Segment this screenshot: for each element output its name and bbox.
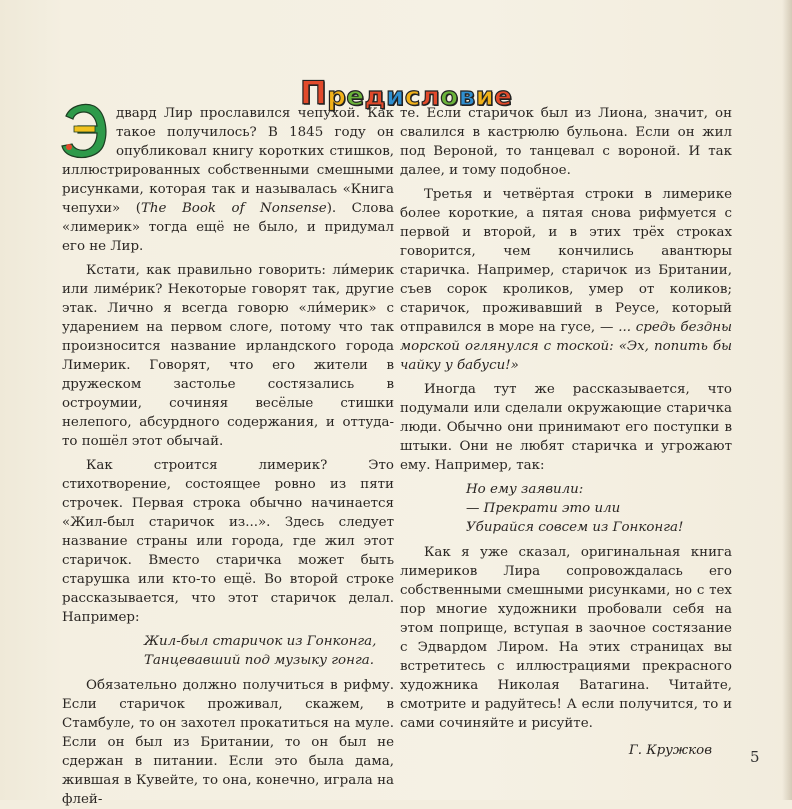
title-letter: е	[494, 82, 513, 112]
title-letter: и	[386, 82, 405, 112]
title-letter: и	[475, 82, 495, 112]
title-letter: с	[404, 82, 421, 112]
right-column	[400, 104, 732, 760]
page-edge-shadow	[782, 0, 792, 800]
lines-text: Третья и четвёртая строки в лимерике более короткие, а пятая снова рифмуется с первой и второй, и в этих трёх строках говорится, чем кончились авантюры старичка. Например, старичок из Британии, съев сорок кроликов, умер от коликов; старичок, проживавший в Реусе, который отправился в море на гусе, —	[400, 187, 732, 335]
dropcap-letter	[60, 102, 108, 160]
verse-line: Танцевавший под музыку гонга.	[144, 653, 374, 668]
author-signature: Г. Кружков	[628, 743, 712, 758]
title-letter: л	[420, 82, 441, 112]
page-number: 5	[750, 748, 760, 766]
paragraph-intro	[62, 104, 394, 256]
paragraph-continuation: те. Если старичок был из Лиона, значит, он свалился в кастрюлю бульона. Если он жил под Вероной, то танцевал с вороной. И так далее, и тому подобное.	[400, 106, 732, 178]
title-letter: в	[458, 82, 476, 112]
paragraph-structure: Как строится лимерик? Это стихотворение, состоящее ровно из пяти строчек. Первая строка обычно начинается «Жил-был старичок из...». Здесь следует название страны или города, где жил этот старичок. Вместо старичка может быть старушка или кто-то ещё. Во второй строке рассказывается, что этот старичок делал. Например:	[62, 458, 394, 625]
paragraph-closing: Как я уже сказал, оригинальная книга лимериков Лира сопровождалась его собственными смешными рисунками, но с тех пор многие художники пробовали себя на этом поприще, вступая в заочное состязание с Эдвардом Лиром. На этих страницах вы встретитесь с иллюстрациями прекрасного художника Николая Ватагина. Читайте, смотрите и радуйтесь! А если получится, то и сами сочиняйте и рисуйте.	[400, 545, 732, 731]
title-letter: д	[364, 82, 387, 112]
intro-text-end: ). Слова «лимерик» тогда ещё не было, и придумал его не Лир.	[62, 201, 395, 254]
paragraph-lines-3-5	[400, 185, 732, 375]
paragraph-rhyme: Обязательно должно получиться в рифму. Если старичок проживал, скажем, в Стамбуле, то он захотел прокатиться на муле. Если он был из Британии, то он был не сдержан в питании. Если это была дама, жившая в Кувейте, то она, конечно, играла на флей-	[62, 678, 394, 807]
verse-line: — Прекрати это или	[466, 501, 621, 516]
dropcap-e-icon	[60, 102, 108, 160]
verse-example-2	[400, 480, 732, 537]
title-letter: е	[346, 82, 365, 112]
verse-line: Убирайся совсем из Гонконга!	[466, 520, 684, 535]
intro-text: двард Лир прославился чепухой. Как такое получилось? В 1845 году он опубликовал книгу коротких стишков, иллюстрированных собственными смешными рисунками, которая так и называлась «Книга чепухи» (	[62, 106, 394, 216]
title-letter: р	[327, 82, 347, 112]
verse-line: Жил-был старичок из Гонконга,	[144, 634, 377, 649]
left-column	[62, 104, 394, 809]
verse-line: Но ему заявили:	[466, 482, 584, 497]
title-letter: П	[300, 74, 328, 112]
lines-example-italic: ... средь бездны морской оглянулся с тоской: «Эх, попить бы чайку у бабуси!»	[400, 320, 733, 373]
title-letter: о	[440, 82, 459, 112]
paragraph-pronunciation: Кстати, как правильно говорить: ли́мерик или лиме́рик? Некоторые говорят так, другие этак. Лично я всегда говорю «ли́мерик» с ударением на первом слоге, потому что так произносится название ирландского города Лимерик. Говорят, что его жители в дружеском застолье состязались в остроумии, сочиняя весёлые стишки нелепого, абсурдного содержания, и оттуда-то пошёл этот обычай.	[62, 263, 394, 449]
book-title: The Book of Nonsense	[140, 201, 327, 216]
verse-example-1	[62, 632, 394, 670]
paragraph-people: Иногда тут же рассказывается, что подумали или сделали окружающие старичка люди. Обычно они принимают его поступки в штыки. Они не любят старичка и угрожают ему. Например, так:	[400, 382, 732, 473]
